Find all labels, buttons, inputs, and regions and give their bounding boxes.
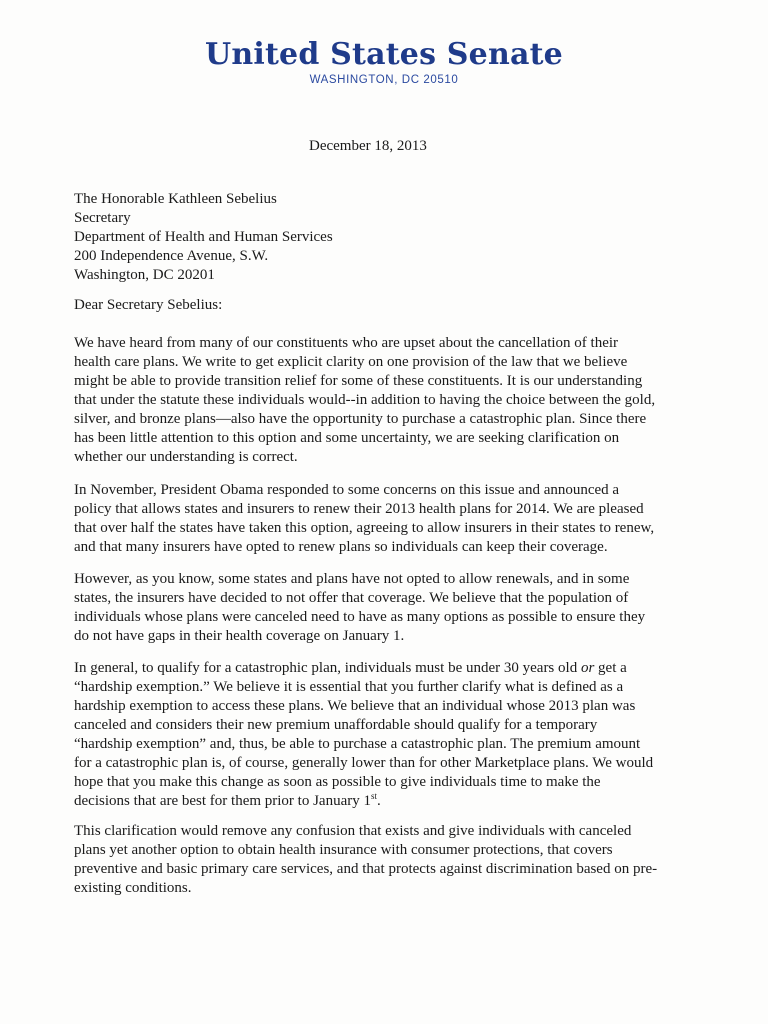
paragraph-2 xyxy=(74,481,670,557)
salutation: Dear Secretary Sebelius: xyxy=(74,297,223,313)
letterhead xyxy=(0,38,768,86)
paragraph-line: silver, and bronze plans—also have the opportunity to purchase a catastrophic plan. Since there xyxy=(74,411,647,427)
recipient-address xyxy=(74,190,333,285)
paragraph-line: hardship exemption to access these plans. We believe that an individual whose 2013 plan was xyxy=(74,698,636,714)
paragraph-line: canceled and considers their new premium unaffordable should qualify for a temporary xyxy=(74,717,598,733)
paragraph-line: that over half the states have taken this option, agreeing to allow insurers in their states to renew, xyxy=(74,520,655,536)
paragraph-line: existing conditions. xyxy=(74,880,192,896)
paragraph-line: “hardship exemption.” We believe it is essential that you further clarify what is defined as a xyxy=(74,679,624,695)
paragraph-5 xyxy=(74,822,670,898)
text-run: decisions that are best for them prior to January 1 xyxy=(74,793,371,809)
paragraph-line: whether our understanding is correct. xyxy=(74,449,298,465)
paragraph-line: However, as you know, some states and plans have not opted to allow renewals, and in some xyxy=(74,571,630,587)
paragraph-line: preventive and basic primary care services, and that protects against discrimination based on pre- xyxy=(74,861,658,877)
address-line: The Honorable Kathleen Sebelius xyxy=(74,191,277,207)
paragraph-line: This clarification would remove any confusion that exists and give individuals with canceled xyxy=(74,823,632,839)
paragraph-line xyxy=(74,792,670,811)
paragraph-line: that under the statute these individuals would--in addition to having the choice between the gold, xyxy=(74,392,656,408)
letter-date: December 18, 2013 xyxy=(309,138,427,154)
paragraph-line: and that many insurers have opted to renew plans so individuals can keep their coverage. xyxy=(74,539,608,555)
paragraph-line: health care plans. We write to get explicit clarity on one provision of the law that we believe xyxy=(74,354,628,370)
emphasis-text: or xyxy=(580,660,595,676)
address-line: Washington, DC 20201 xyxy=(74,267,215,283)
text-run: . xyxy=(377,793,381,809)
paragraph-line: do not have gaps in their health coverage on January 1. xyxy=(74,628,405,644)
paragraph-1 xyxy=(74,334,670,467)
paragraph-line: individuals whose plans were canceled need to have as many options as possible to ensure they xyxy=(74,609,646,625)
address-line: 200 Independence Avenue, S.W. xyxy=(74,248,269,264)
paragraph-line: policy that allows states and insurers to renew their 2013 health plans for 2014. We are pleased xyxy=(74,501,644,517)
address-line: Department of Health and Human Services xyxy=(74,229,333,245)
paragraph-line: We have heard from many of our constituents who are upset about the cancellation of their xyxy=(74,335,619,351)
text-run: get a xyxy=(594,660,627,676)
paragraph-line: for a catastrophic plan is, of course, generally lower than for other Marketplace plans. We would xyxy=(74,755,654,771)
ordinal-suffix: st xyxy=(371,791,378,801)
paragraph-line: “hardship exemption” and, thus, be able to purchase a catastrophic plan. The premium amount xyxy=(74,736,641,752)
paragraph-line: In November, President Obama responded to some concerns on this issue and announced a xyxy=(74,482,620,498)
paragraph-line xyxy=(74,659,670,678)
paragraph-line: plans yet another option to obtain health insurance with consumer protections, that covers xyxy=(74,842,613,858)
letterhead-title: United States Senate xyxy=(205,37,563,72)
paragraph-line: might be able to provide transition relief for some of these constituents. It is our understanding xyxy=(74,373,643,389)
paragraph-4 xyxy=(74,659,670,811)
paragraph-line: hope that you make this change as soon as possible to give individuals time to make the xyxy=(74,774,601,790)
address-line: Secretary xyxy=(74,210,131,226)
paragraph-line: has been little attention to this option and some uncertainty, we are seeking clarification on xyxy=(74,430,620,446)
text-run: In general, to qualify for a catastrophic plan, individuals must be under 30 years old xyxy=(74,660,581,676)
letterhead-subtitle: WASHINGTON, DC 20510 xyxy=(309,74,459,86)
paragraph-3 xyxy=(74,570,670,646)
paragraph-line: states, the insurers have decided to not offer that coverage. We believe that the population of xyxy=(74,590,629,606)
